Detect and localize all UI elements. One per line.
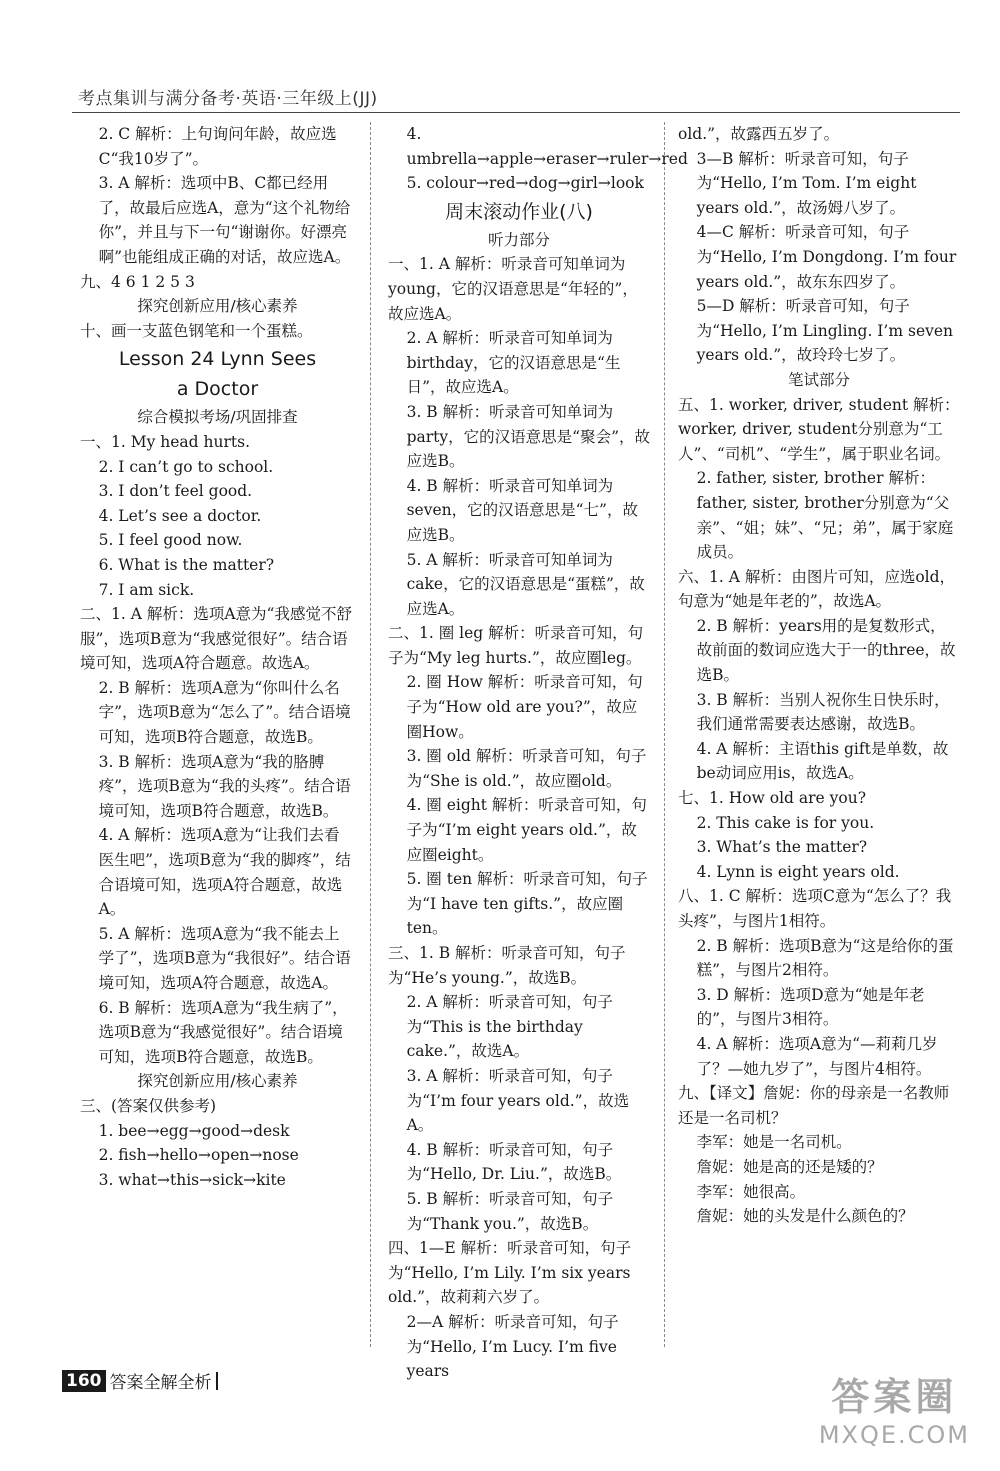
answer-item: 3. 圈 old 解析：听录音可知，句子为“She is old.”，故应圈old。 (406, 747, 647, 790)
answer-item: 2. I can’t go to school. (98, 457, 274, 476)
answer-item: 2. 圈 How 解析：听录音可知，句子为“How old are you?”，故应圈How。 (406, 673, 643, 741)
answer-item: 5. 圈 ten 解析：听录音可知，句子为“I have ten gifts.”，故应圈ten。 (406, 870, 648, 938)
answer-item: 3. A 解析：选项中B、C都已经用了，故最后应选A，意为“这个礼物给你”，并且与下一句“谢谢你。好漂亮啊”也能组成正确的对话，故应选A。 (98, 174, 351, 266)
header-rule (72, 112, 960, 113)
answer-item: 4. Let’s see a doctor. (98, 506, 262, 525)
answer-item: 二、1. A 解析：选项A意为“我感觉不舒服”，选项B意为“我感觉很好”。结合语境可知，选项A符合题意。故选A。 (80, 605, 352, 673)
column-divider (370, 122, 371, 1347)
answer-item: 5. I feel good now. (98, 531, 243, 550)
column-2 (388, 122, 688, 1381)
footer-label: 答案全解全析 (109, 1373, 212, 1393)
column-divider (664, 122, 665, 1347)
answer-item: 3—B 解析：听录音可知，句子为“Hello, I’m Tom. I’m eight years old.”，故汤姆八岁了。 (696, 149, 917, 217)
answer-item: 2. B 解析：years用的是复数形式，故前面的数词应选大于一的three，故选B。 (696, 616, 956, 685)
answer-item: 4. A 解析：选项A意为“让我们去看医生吧”，选项B意为“我的脚疼”，结合语境可知，选项A符合题意，故选A。 (98, 826, 351, 919)
answer-item: 2. A 解析：听录音可知，句子为“This is the birthday cake.”，故选A。 (406, 993, 613, 1061)
answer-item: 4. A 解析：主语this gift是单数，故be动词应用is，故选A。 (696, 739, 949, 783)
lesson-title: a Doctor (176, 378, 259, 401)
answer-item: 4. B 解析：听录音可知单词为seven，它的汉语意思是“七”，故应选B。 (406, 476, 638, 544)
translation-line: 李军：她是一名司机。 (696, 1133, 852, 1152)
assignment-title: 周末滚动作业(八) (445, 200, 593, 223)
answer-item: 六、1. A 解析：由图片可知，应选old，句意为“她是年老的”，故选A。 (678, 567, 956, 611)
section-heading: 综合模拟考场/巩固排查 (137, 408, 298, 427)
answer-item: 八、1. C 解析：选项C意为“怎么了？我头疼”，与图片1相符。 (678, 887, 952, 930)
answer-item: 1. bee→egg→good→desk (98, 1121, 290, 1140)
answer-item: 5. B 解析：听录音可知，句子为“Thank you.”，故选B。 (406, 1189, 614, 1233)
answer-item: 5. A 解析：选项A意为“我不能去上学了”，选项B意为“我很好”。结合语境可知，选项A符合题意，故选A。 (98, 924, 351, 992)
answer-item: 5—D 解析：听录音可知，句子为“Hello, I’m Lingling. I’m seven years old.”，故玲玲七岁了。 (696, 297, 954, 365)
answer-item: 2. father, sister, brother 解析：father, sister, brother分别意为“父亲”、“姐；妹”、“兄；弟”，属于家庭成员。 (696, 469, 954, 562)
section-heading: 探究创新应用/核心素养 (137, 297, 298, 316)
answer-item: 3. What’s the matter? (696, 838, 868, 857)
answer-item: 2. B 解析：选项B意为“这是给你的蛋糕”，与图片2相符。 (696, 936, 954, 980)
section-heading: 笔试部分 (787, 370, 850, 389)
answer-item: 4. 圈 eight 解析：听录音可知，句子为“I’m eight years old.”，故应圈eight。 (406, 796, 647, 864)
watermark-logo (819, 1366, 970, 1449)
answer-item: 4. Lynn is eight years old. (696, 862, 900, 881)
answer-item: old.”，故露西五岁了。 (678, 125, 840, 143)
page-footer (62, 1368, 218, 1393)
answer-item: 3. B 解析：听录音可知单词为party，它的汉语意思是“聚会”，故应选B。 (406, 402, 651, 471)
answer-item: 二、1. 圈 leg 解析：听录音可知，句子为“My leg hurts.”，故应圈leg。 (388, 624, 644, 667)
answer-item: 三、1. B 解析：听录音可知，句子为“He’s young.”，故选B。 (388, 944, 626, 987)
answer-item: 4. B 解析：听录音可知，句子为“Hello, Dr. Liu.”，故选B。 (406, 1140, 622, 1184)
translation-line: 詹妮：她是高的还是矮的？ (696, 1157, 883, 1176)
answer-item: 一、1. My head hurts. (80, 432, 251, 451)
translation-line: 詹妮：她的头发是什么颜色的？ (696, 1207, 914, 1226)
answer-item: 2. B 解析：选项A意为“你叫什么名字”，选项B意为“怎么了”。结合语境可知，选项B符合题意，故选B。 (98, 678, 351, 747)
answer-item: 2. A 解析：听录音可知单词为birthday，它的汉语意思是“生日”，故应选A。 (406, 329, 621, 397)
answer-item: 九、4 6 1 2 5 3 (80, 272, 195, 291)
answer-item: 3. what→this→sick→kite (98, 1170, 286, 1189)
column-1 (80, 122, 355, 1342)
answer-item: 三、(答案仅供参考) (80, 1096, 217, 1115)
answer-item: 7. I am sick. (98, 580, 195, 599)
answer-item: 5. A 解析：听录音可知单词为cake，它的汉语意思是“蛋糕”，故应选A。 (406, 550, 645, 618)
answer-item: 四、1—E 解析：听录音可知，句子为“Hello, I’m Lily. I’m six years old.”，故莉莉六岁了。 (388, 1239, 632, 1307)
answer-item: 4—C 解析：听录音可知，句子为“Hello, I’m Dongdong. I’m four years old.”，故东东四岁了。 (696, 223, 957, 291)
running-header: 考点集训与满分备考·英语·三年级上(JJ) (78, 89, 378, 109)
answer-item: 5. colour→red→dog→girl→look (406, 174, 644, 193)
answer-item: 3. B 解析：选项A意为“我的胳膊疼”，选项B意为“我的头疼”。结合语境可知，选项B符合题意，故选B。 (98, 752, 351, 820)
page-number: 160 (62, 1370, 106, 1392)
answer-item: 2. This cake is for you. (696, 813, 875, 832)
section-heading: 听力部分 (487, 230, 550, 249)
answer-item: 6. B 解析：选项A意为“我生病了”，选项B意为“我感觉很好”。结合语境可知，选项B符合题意，故选B。 (98, 998, 348, 1066)
answer-item: 一、1. A 解析：听录音可知单词为young，它的汉语意思是“年轻的”，故应选A。 (388, 255, 638, 323)
lesson-title: Lesson 24 Lynn Sees (118, 348, 317, 371)
section-heading: 探究创新应用/核心素养 (137, 1072, 298, 1091)
answer-item: 2. fish→hello→open→nose (98, 1146, 299, 1165)
answer-item: 2—A 解析：听录音可知，句子为“Hello, I’m Lucy. I’m five years (406, 1312, 619, 1381)
answer-item: 3. I don’t feel good. (98, 482, 253, 501)
answer-item: 4. umbrella→apple→eraser→ruler→red (406, 125, 688, 168)
answer-item: 6. What is the matter? (98, 555, 275, 574)
footer-bar (216, 1372, 218, 1390)
answer-item: 3. D 解析：选项D意为“她是年老的”，与图片3相符。 (696, 985, 925, 1029)
answer-item: 七、1. How old are you? (678, 789, 867, 808)
column-3 (678, 122, 960, 1342)
answer-item: 十、画一支蓝色钢笔和一个蛋糕。 (80, 321, 313, 340)
watermark-url: MXQE.COM (818, 1421, 970, 1449)
answer-item: 五、1. worker, driver, student 解析：worker, driver, student分别意为“工人”、“司机”、“学生”，属于职业名词。 (678, 395, 960, 463)
translation-line: 李军：她很高。 (696, 1182, 806, 1201)
answer-item: 2. C 解析：上句询问年龄，故应选C“我10岁了”。 (98, 125, 337, 168)
answer-item: 4. A 解析：选项A意为“—莉莉几岁了？—她九岁了”，与图片4相符。 (696, 1034, 938, 1078)
translation-line: 九、【译文】詹妮：你的母亲是一名教师还是一名司机？ (678, 1084, 950, 1127)
answer-item: 3. A 解析：听录音可知，句子为“I’m four years old.”，故选A。 (406, 1066, 630, 1135)
watermark-title: 答案圈 (831, 1375, 958, 1419)
answer-item: 3. B 解析：当别人祝你生日快乐时，我们通常需要表达感谢，故选B。 (696, 690, 950, 734)
